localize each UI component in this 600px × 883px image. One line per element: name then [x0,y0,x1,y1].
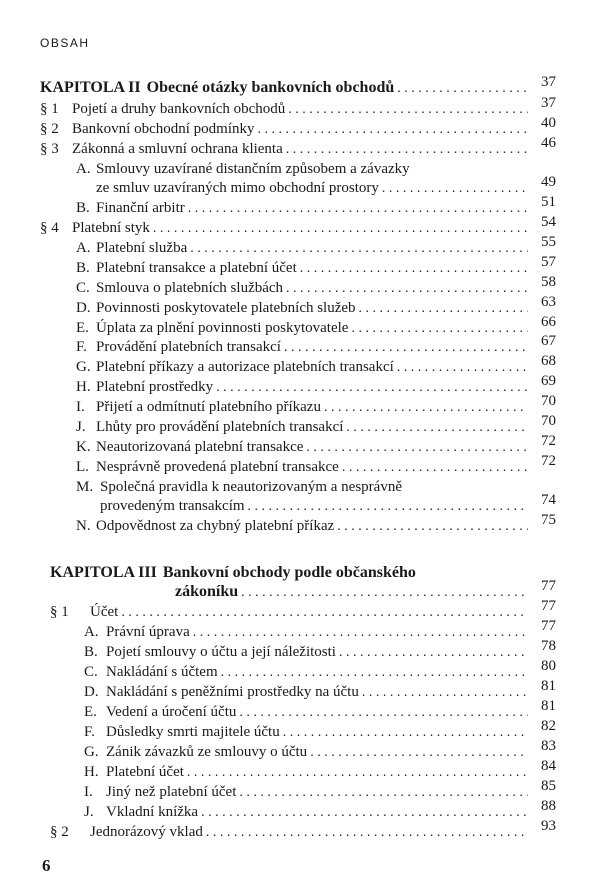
toc-entry-title: Právní úprava [106,624,190,640]
toc-entry [76,373,556,395]
dot-leader [397,82,528,96]
toc-page-number: 74 [541,492,556,508]
toc-entry-title: Pojetí a druhy bankovních obchodů [72,101,286,117]
toc-entry-number: § 3 [40,141,59,157]
toc-page-number: 57 [541,254,556,270]
toc-page-number: 51 [541,194,556,210]
toc-page-number: 81 [541,698,556,714]
toc-entry-number: A. [76,161,91,177]
toc-page-number: 46 [541,135,556,151]
toc-page-number: 49 [541,174,556,190]
toc-entry [76,254,556,276]
toc-entry [84,698,556,720]
toc-entry [40,115,556,137]
toc-entry-number: L. [76,459,89,475]
toc-entry [76,413,556,435]
toc-entry-number: KAPITOLA II [40,79,141,96]
toc-entry-number: G. [76,359,91,375]
toc-entry-title: Účet [90,604,119,620]
toc-entry [76,194,556,216]
toc-entry-number: H. [76,379,91,395]
toc-entry-number: C. [84,664,98,680]
dot-leader [206,826,528,840]
toc-entry-title: Neautorizovaná platební transakce [96,439,304,455]
toc-entry-title: Pojetí smlouvy o účtu a její náležitosti [106,644,336,660]
toc-entry [100,492,556,514]
toc-page-number: 37 [541,95,556,111]
toc-entry-number: E. [84,704,97,720]
toc-entry-title: Platební transakce a platební účet [96,260,297,276]
toc-entry-number: G. [84,744,99,760]
toc-page-number: 77 [541,578,556,594]
running-head: OBSAH [40,36,90,50]
dot-leader [337,520,528,534]
toc-page-number: 54 [541,214,556,230]
toc-entry [40,214,556,236]
toc-entry [84,758,556,780]
toc-entry-title: Nesprávně provedená platební transakce [96,459,339,475]
toc-entry [76,274,556,296]
toc-entry-number: N. [76,518,91,534]
toc-page-number: 82 [541,718,556,734]
toc-entry-title: Nakládání s účtem [106,664,218,680]
toc-entry-title: Platební účet [106,764,184,780]
toc-entry-number: J. [84,804,94,820]
toc-page-number: 85 [541,778,556,794]
toc-entry [50,598,556,620]
toc-entry-title: Úplata za plnění povinnosti poskytovatele [96,320,349,336]
toc-entry-title: Zánik závazků ze smlouvy o účtu [106,744,308,760]
toc-entry-title: Smlouva o platebních službách [96,280,284,296]
toc-entry-title: Platební prostředky [96,379,214,395]
toc-entry-number: A. [76,240,91,256]
toc-entry-title: Vedení a úročení účtu [106,704,237,720]
toc-entry-number: A. [84,624,99,640]
toc-entry [84,718,556,740]
toc-page-number: 69 [541,373,556,389]
toc-entry [84,658,556,680]
toc-page-number: 66 [541,314,556,330]
toc-page-number: 67 [541,333,556,349]
toc-page-number: 80 [541,658,556,674]
toc-entry [84,618,556,640]
toc-page-number: 78 [541,638,556,654]
toc-entry-number: H. [84,764,99,780]
toc-page-number: 72 [541,433,556,449]
toc-entry [96,174,556,196]
toc-entry-title: Platební služba [96,240,188,256]
toc-page-number: 77 [541,618,556,634]
toc-page-number: 40 [541,115,556,131]
toc-entry-number: C. [76,280,90,296]
toc-entry [76,333,556,355]
toc-entry-title: ze smluv uzavíraných mimo obchodní prostory [96,180,379,196]
toc-entry-number: § 2 [50,824,69,840]
toc-entry-title: Bankovní obchodní podmínky [72,121,255,137]
toc-entry-number: F. [76,339,87,355]
toc-entry-number: M. [76,479,94,495]
toc-entry-title: Přijetí a odmítnutí platebního příkazu [96,399,321,415]
toc-entry-number: I. [76,399,85,415]
toc-entry-title: Platební styk [72,220,150,236]
toc-entry-number: § 2 [40,121,59,137]
toc-entry-number: I. [84,784,93,800]
toc-entry-number: D. [84,684,99,700]
toc-page-number: 63 [541,294,556,310]
toc-entry-title: Zákonná a smluvní ochrana klienta [72,141,283,157]
toc-entry [84,778,556,800]
toc-entry-number: B. [76,260,90,276]
toc-entry-number: § 1 [40,101,59,117]
toc-entry-title: Vkladní knížka [106,804,199,820]
toc-entry-number: J. [76,419,86,435]
toc-entry-title: Obecné otázky bankovních obchodů [146,79,395,96]
toc-entry-title: Platební příkazy a autorizace platebních transakcí [96,359,394,375]
toc-entry [50,818,556,840]
toc-page-number: 81 [541,678,556,694]
toc-entry [76,393,556,415]
toc-entry [76,453,556,475]
toc-page-number: 77 [541,598,556,614]
toc-entry-title: Důsledky smrti majitele účtu [106,724,280,740]
toc-entry-number: E. [76,320,89,336]
toc-entry-number: K. [76,439,91,455]
toc-entry-title: Jednorázový vklad [90,824,203,840]
page-number: 6 [42,856,51,875]
toc-entry-number: B. [84,644,98,660]
toc-entry-title: zákoníku [175,583,239,600]
toc-entry [76,234,556,256]
toc-page-number: 55 [541,234,556,250]
toc-entry-title: Lhůty pro provádění platebních transakcí [96,419,344,435]
toc-page-number: 72 [541,453,556,469]
toc-entry-title: Bankovní obchody podle občanského [162,564,416,581]
toc-entry [76,294,556,316]
toc-entry-number: D. [76,300,91,316]
toc-page-number: 88 [541,798,556,814]
toc-entry-title: Společná pravidla k neautorizovaným a nesprávně [100,479,402,495]
toc-entry [84,798,556,820]
toc-page-number: 84 [541,758,556,774]
toc-entry [84,638,556,660]
toc-page-number: 68 [541,353,556,369]
toc-entry-title: Finanční arbitr [96,200,185,216]
toc-page-number: 70 [541,413,556,429]
toc-chapter-entry [175,578,556,600]
toc-chapter-entry [40,74,556,96]
toc-page-number: 75 [541,512,556,528]
toc-entry-number: § 4 [40,220,59,236]
toc-entry-title: Povinnosti poskytovatele platebních služeb [96,300,356,316]
toc-entry-title: Smlouvy uzavírané distančním způsobem a závazky [96,161,410,177]
toc-entry [84,738,556,760]
toc-page-number: 70 [541,393,556,409]
toc-entry-title: Odpovědnost za chybný platební příkaz [96,518,335,534]
toc-page-number: 93 [541,818,556,834]
toc-entry [84,678,556,700]
toc-entry-title: Nakládání s peněžními prostředky na účtu [106,684,359,700]
toc-entry [40,135,556,157]
toc-entry [76,433,556,455]
toc-entry [76,512,556,534]
toc-entry-number: KAPITOLA III [50,564,157,581]
toc-entry [40,95,556,117]
toc-entry-number: § 1 [50,604,69,620]
toc-entry [76,353,556,375]
toc-entry-title: Jiný než platební účet [106,784,237,800]
toc-entry-title: Provádění platebních transakcí [96,339,281,355]
toc-entry-title: provedeným transakcím [100,498,245,514]
toc-entry-number: F. [84,724,95,740]
toc-page-number: 37 [541,74,556,90]
toc-page-number: 58 [541,274,556,290]
toc-entry-number: B. [76,200,90,216]
toc-page-number: 83 [541,738,556,754]
